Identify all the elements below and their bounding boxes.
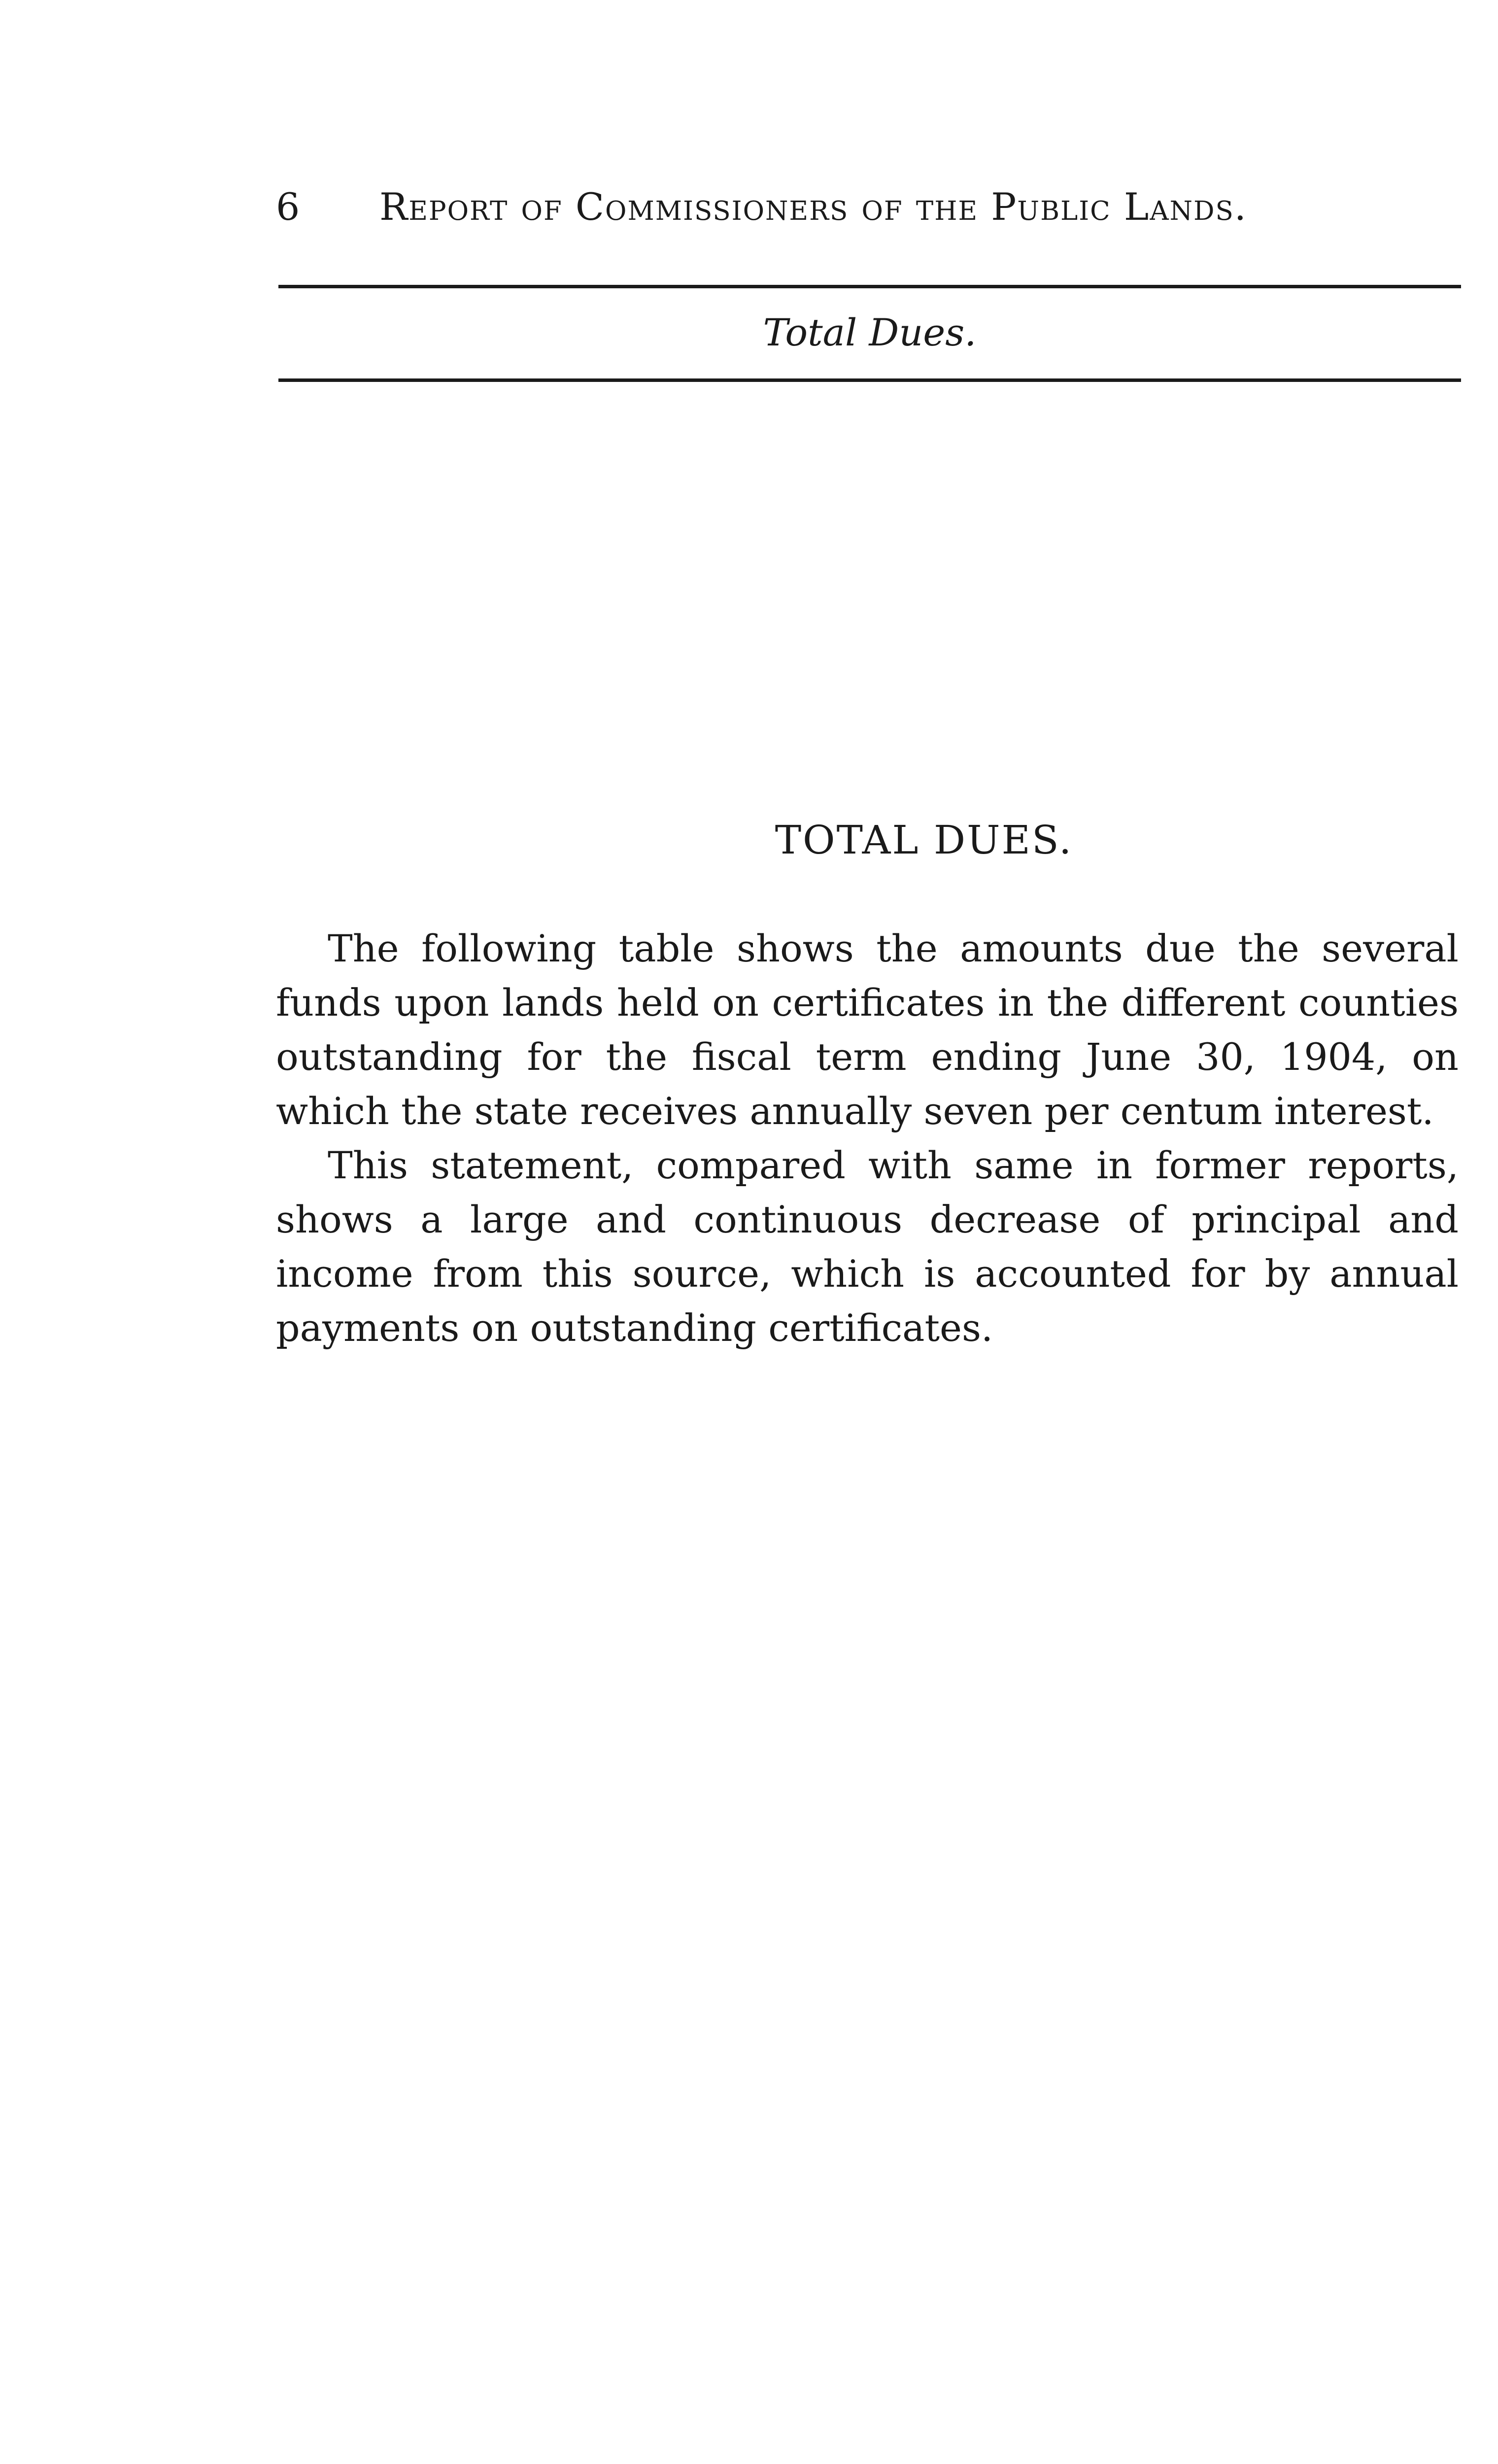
paragraph-2: This statement, compared with same in former reports, shows a large and continuous decrease of principal and income from this source, which is accounted for by annual payments on outstanding certificates. <box>276 1143 1459 1350</box>
running-title: Report of Commissioners of the Public Lands. <box>379 185 1247 229</box>
page-number: 6 <box>276 185 300 229</box>
header-rule-top <box>278 285 1461 288</box>
section-head: Total Dues. <box>763 310 977 354</box>
running-head <box>276 177 1459 237</box>
header-rule-bottom <box>278 378 1461 382</box>
paragraph-1: The following table shows the amounts due the several funds upon lands held on certificates in the different counties outstanding for the fiscal term ending June 30, 1904, on which the state receives annually seven per centum interest. <box>276 926 1459 1133</box>
body-text <box>276 922 1459 1355</box>
page-heading: TOTAL DUES. <box>775 817 1073 863</box>
